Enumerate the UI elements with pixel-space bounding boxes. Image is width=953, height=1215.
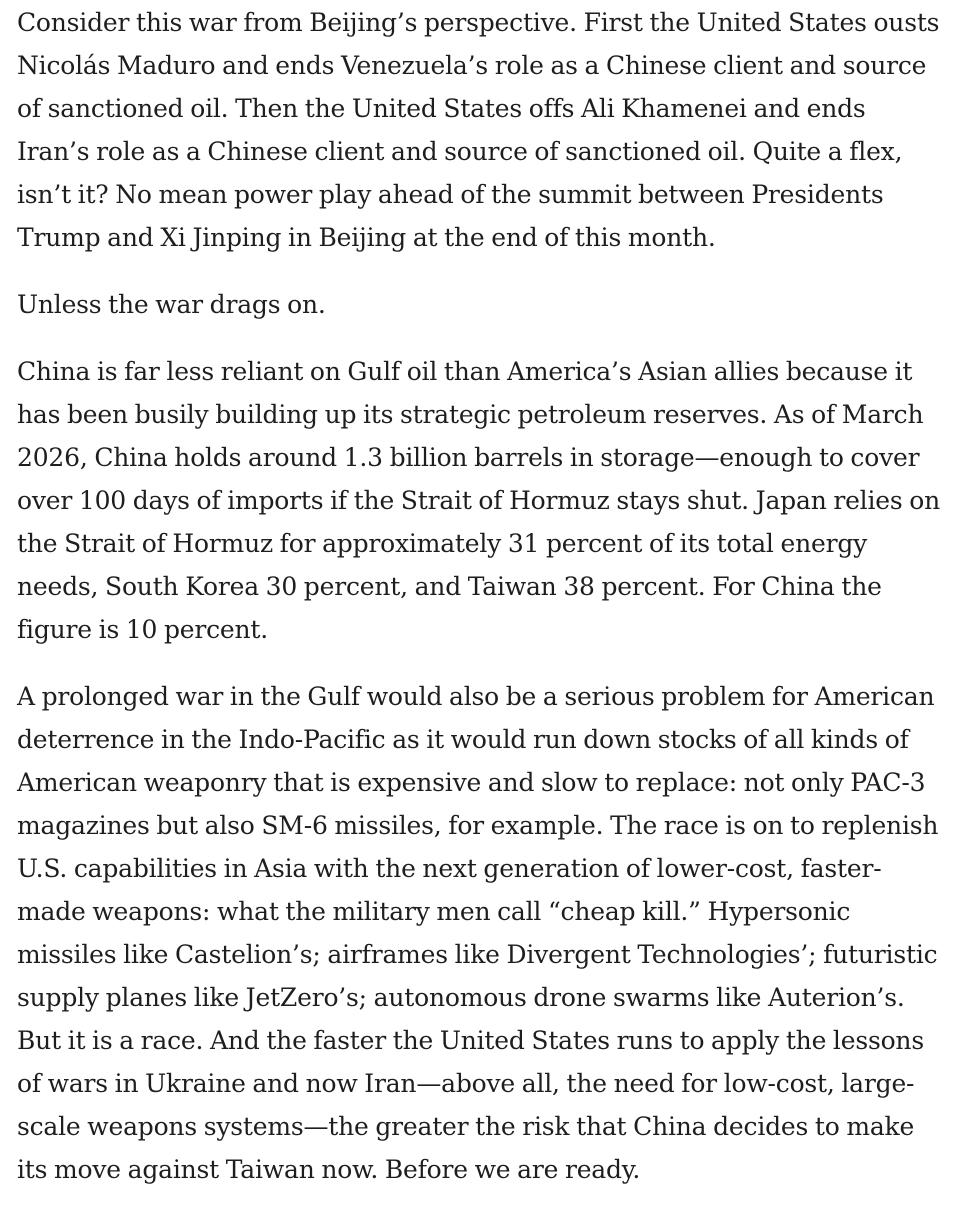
text-line: magazines but also SM-6 missiles, for example. The race is on to replenish [17, 811, 939, 840]
text-line: deterrence in the Indo-Pacific as it would run down stocks of all kinds of [17, 725, 909, 754]
text-line: Consider this war from Beijing’s perspective. First the United States ousts [17, 8, 940, 37]
paragraph-war-drags-on [17, 283, 947, 326]
text-line: missiles like Castelion’s; airframes like Divergent Technologies’; futuristic [17, 940, 938, 969]
text-line: 2026, China holds around 1.3 billion barrels in storage—enough to cover [17, 443, 920, 472]
text-line: Iran’s role as a Chinese client and source of sanctioned oil. Quite a flex, [17, 137, 903, 166]
text-line: Nicolás Maduro and ends Venezuela’s role as a Chinese client and source [17, 51, 927, 80]
text-line: needs, South Korea 30 percent, and Taiwan 38 percent. For China the [17, 572, 882, 601]
text-line: U.S. capabilities in Asia with the next generation of lower-cost, faster- [17, 854, 882, 883]
text-line: China is far less reliant on Gulf oil than America’s Asian allies because it [17, 357, 913, 386]
text-line: A prolonged war in the Gulf would also be a serious problem for American [17, 682, 935, 711]
text-line: of wars in Ukraine and now Iran—above all, the need for low-cost, large- [17, 1069, 915, 1098]
text-line: isn’t it? No mean power play ahead of the summit between Presidents [17, 180, 884, 209]
text-line: Unless the war drags on. [17, 290, 326, 319]
text-line: of sanctioned oil. Then the United States offs Ali Khamenei and ends [17, 94, 866, 123]
paragraph-beijing-perspective [17, 1, 947, 259]
text-line: the Strait of Hormuz for approximately 31 percent of its total energy [17, 529, 868, 558]
text-line: has been busily building up its strategic petroleum reserves. As of March [17, 400, 924, 429]
text-line: over 100 days of imports if the Strait of Hormuz stays shut. Japan relies on [17, 486, 940, 515]
text-line: scale weapons systems—the greater the risk that China decides to make [17, 1112, 915, 1141]
text-line: figure is 10 percent. [17, 615, 269, 644]
text-line: supply planes like JetZero’s; autonomous drone swarms like Auterion’s. [17, 983, 905, 1012]
text-line: But it is a race. And the faster the United States runs to apply the lessons [17, 1026, 924, 1055]
text-line: its move against Taiwan now. Before we are ready. [17, 1155, 641, 1184]
paragraph-deterrence [17, 675, 947, 1191]
text-line: American weaponry that is expensive and slow to replace: not only PAC-3 [17, 768, 926, 797]
article-body [17, 1, 947, 1215]
text-line: made weapons: what the military men call “cheap kill.” Hypersonic [17, 897, 851, 926]
paragraph-oil-reserves [17, 350, 947, 651]
text-line: Trump and Xi Jinping in Beijing at the end of this month. [17, 223, 716, 252]
